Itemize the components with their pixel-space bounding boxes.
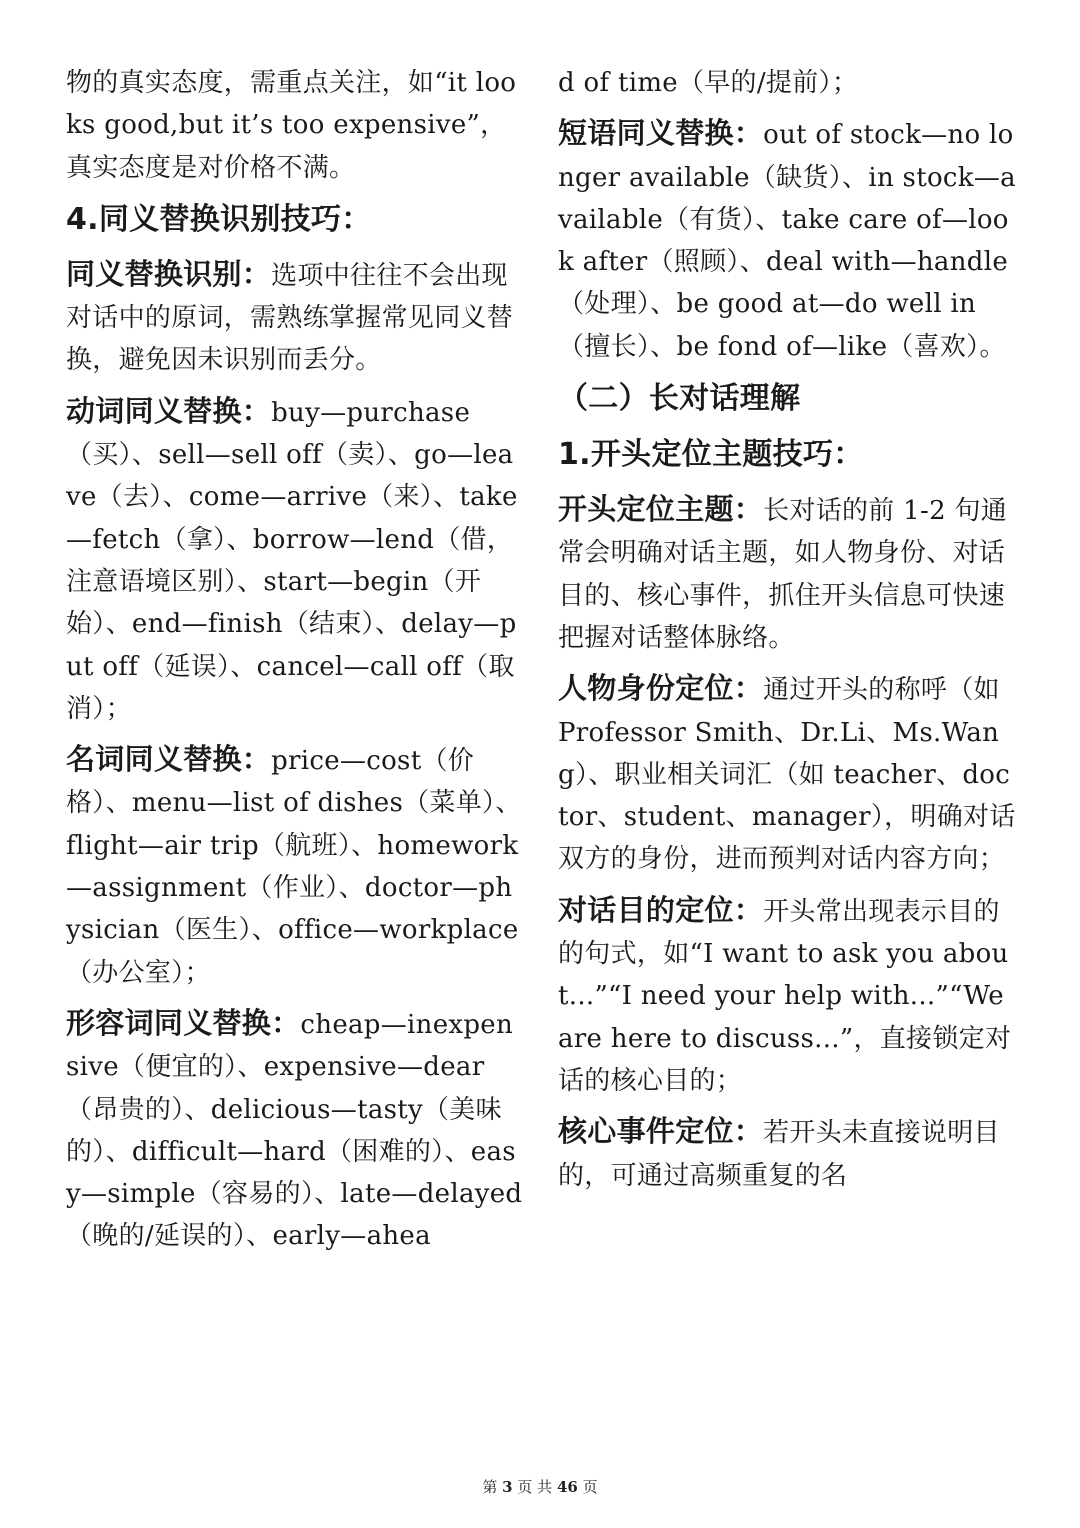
purpose-label: 对话目的定位：	[558, 892, 764, 927]
verb-text: buy—purchase（买）、sell—sell off（卖）、go—leave（去）、come—arrive（来）、take—fetch（拿）、borrow—lend（借，注意语境区别）、start—begin（开始）、end—finish（结束）、delay—put off（延误）、cancel—call off（取消）；	[66, 397, 518, 724]
synonym-text: 选项中往往不会出现对话中的原词，需熟练掌握常见同义替换，避免因未识别而丢分。	[66, 260, 514, 376]
section-heading-opening: 1.开头定位主题技巧：	[558, 437, 864, 473]
phrase-text: out of stock—no longer available（缺货）、in stock—available（有货）、take care of—look after（照顾）、deal with—handle（处理）、be good at—do well in（擅长）、be fond of—like（喜欢）。	[558, 120, 1016, 362]
opening-text: 长对话的前 1-2 句通常会明确对话主题，如人物身份、对话目的、核心事件，抓住开头信息可快速把握对话整体脉络。	[558, 496, 1008, 653]
continued-paragraph	[558, 62, 1018, 104]
verb-paragraph	[66, 390, 526, 730]
left-column	[66, 62, 526, 1266]
event-label: 核心事件定位：	[558, 1114, 764, 1149]
adjective-text: cheap—inexpensive（便宜的）、expensive—dear（昂贵的）、delicious—tasty（美味的）、difficult—hard（困难的）、easy—simple（容易的）、late—delayed（晚的/延误的）、early—ahea	[66, 1009, 523, 1252]
synonym-label: 同义替换识别：	[66, 256, 272, 291]
footer-total-pages: 46	[556, 1478, 578, 1496]
footer-suffix: 页	[582, 1478, 598, 1496]
verb-label: 动词同义替换：	[66, 393, 272, 428]
identity-paragraph	[558, 667, 1018, 880]
section-heading-long-dialogue: （二）长对话理解	[558, 381, 801, 417]
opening-paragraph	[558, 488, 1018, 659]
noun-text: price—cost（价格）、menu—list of dishes（菜单）、flight—air trip（航班）、homework—assignment（作业）、doctor—physician（医生）、office—workplace（办公室）；	[66, 746, 522, 988]
identity-label: 人物身份定位：	[558, 671, 764, 706]
adjective-label: 形容词同义替换：	[66, 1005, 301, 1040]
event-paragraph	[558, 1110, 1018, 1197]
footer-middle: 页 共	[517, 1478, 553, 1496]
purpose-paragraph	[558, 889, 1018, 1102]
footer-prefix: 第	[482, 1478, 498, 1496]
event-text: 若开头未直接说明目的，可通过高频重复的名	[558, 1118, 1000, 1191]
page-footer	[0, 1476, 1080, 1497]
footer-page-number: 3	[502, 1478, 513, 1496]
section-heading-synonym: 4.同义替换识别技巧：	[66, 201, 372, 237]
phrase-paragraph	[558, 112, 1018, 368]
synonym-paragraph	[66, 253, 526, 382]
continued-text: d of time（早的/提前）；	[558, 68, 859, 98]
opening-label: 开头定位主题：	[558, 492, 764, 527]
noun-paragraph	[66, 738, 526, 994]
intro-text: 物的真实态度，需重点关注，如“it looks good,but it’s too expensive”，真实态度是对价格不满。	[66, 68, 517, 183]
phrase-label: 短语同义替换：	[558, 116, 764, 151]
adjective-paragraph	[66, 1002, 526, 1258]
noun-label: 名词同义替换：	[66, 742, 272, 777]
identity-text: 通过开头的称呼（如 Professor Smith、Dr.Li、Ms.Wang）、职业相关词汇（如 teacher、doctor、student、manager），明确对话双方的身份，进而预判对话内容方向；	[558, 675, 1016, 875]
purpose-text: 开头常出现表示目的的句式，如“I want to ask you about...”“I need your help with...”“We are here to discuss...”，直接锁定对话的核心目的；	[558, 896, 1012, 1096]
intro-paragraph	[66, 62, 526, 189]
right-column	[558, 62, 1018, 1205]
